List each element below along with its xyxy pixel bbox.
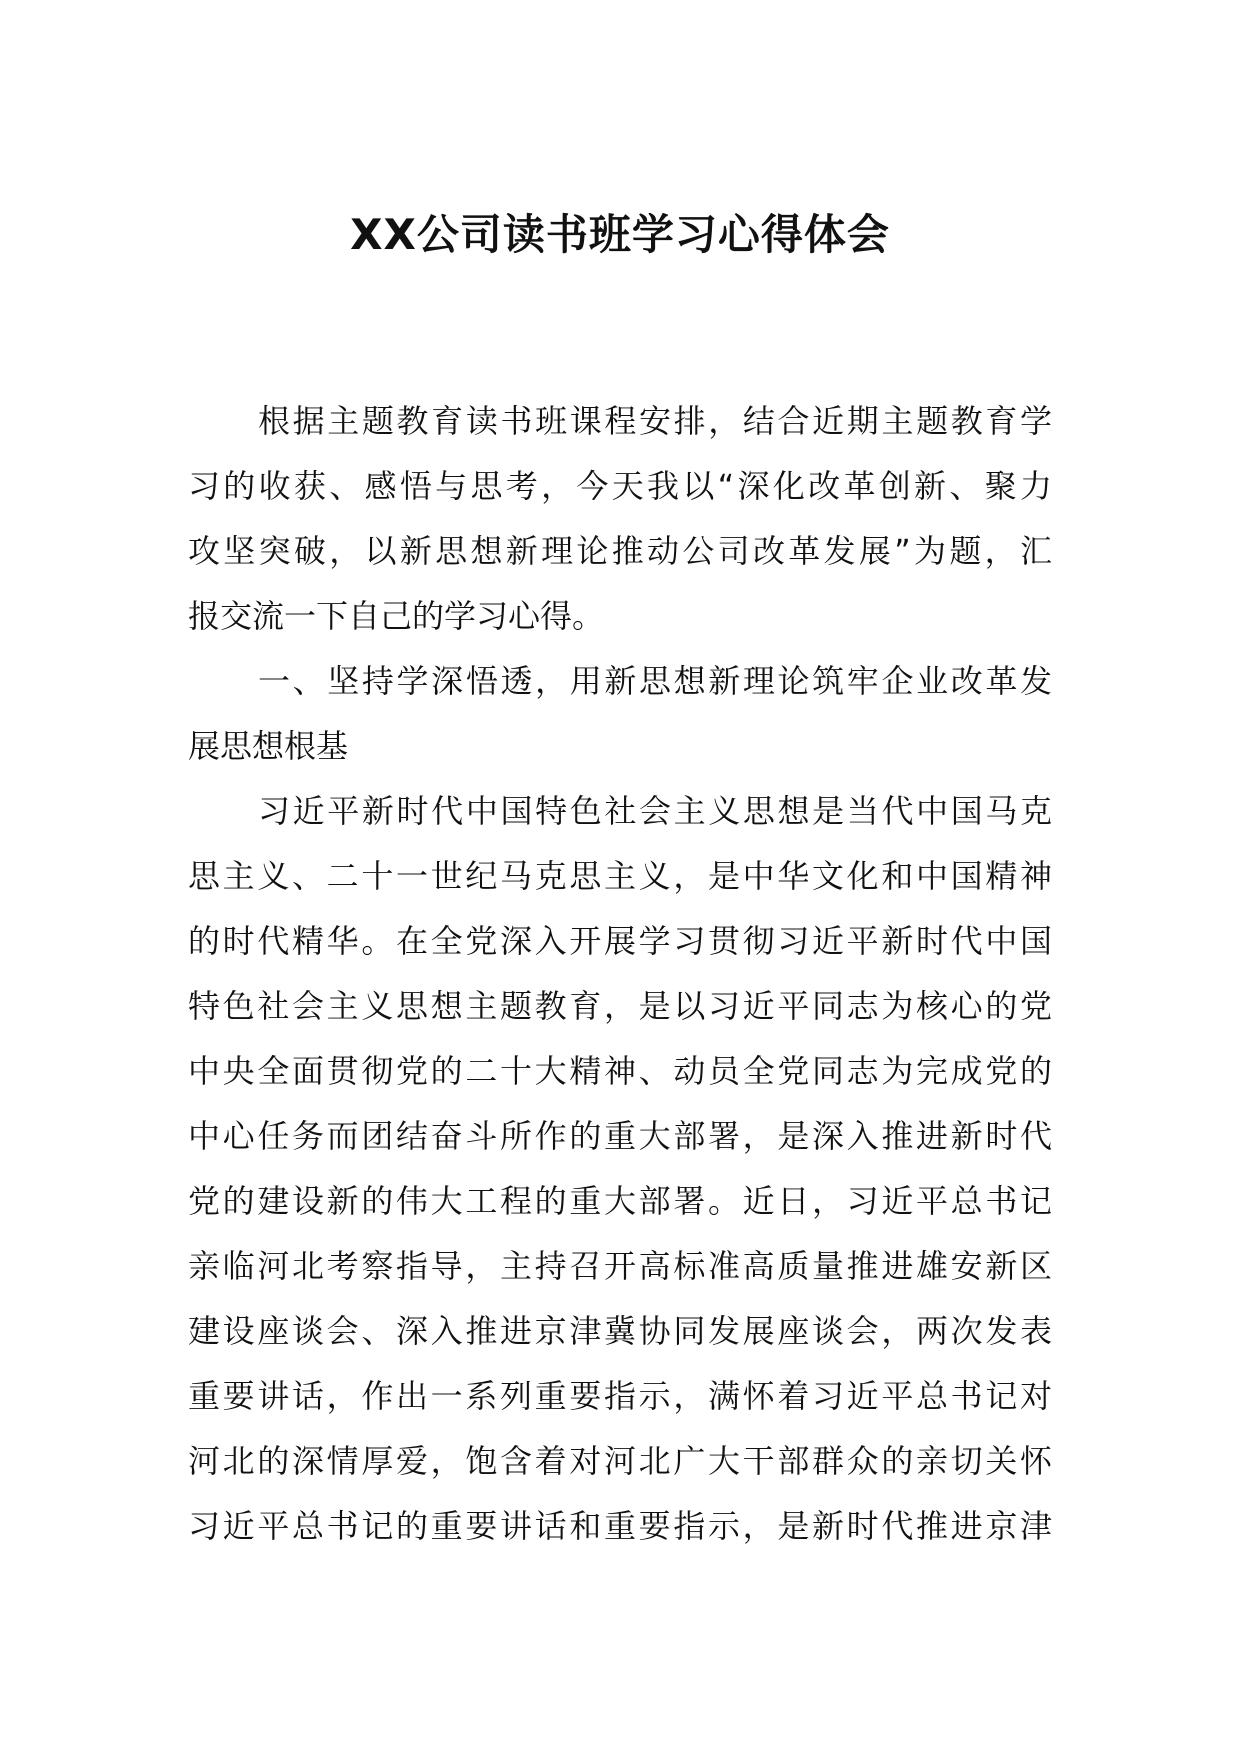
paragraph-line: 河北的深情厚爱，饱含着对河北广大干部群众的亲切关怀 xyxy=(188,1442,1052,1480)
paragraph-line: 报交流一下自己的学习心得。 xyxy=(188,597,605,635)
paragraph-line: 习近平新时代中国特色社会主义思想是当代中国马克 xyxy=(258,792,1052,830)
paragraph-line: 根据主题教育读书班课程安排，结合近期主题教育学 xyxy=(258,402,1052,440)
paragraph-line: 重要讲话，作出一系列重要指示，满怀着习近平总书记对 xyxy=(188,1377,1052,1415)
paragraph-line: 思主义、二十一世纪马克思主义，是中华文化和中国精神 xyxy=(188,857,1052,895)
section-heading-line: 展思想根基 xyxy=(188,727,349,765)
paragraph-line: 中心任务而团结奋斗所作的重大部署，是深入推进新时代 xyxy=(188,1117,1052,1155)
paragraph-line: 亲临河北考察指导，主持召开高标准高质量推进雄安新区 xyxy=(188,1247,1052,1285)
paragraph-line: 习近平总书记的重要讲话和重要指示，是新时代推进京津 xyxy=(188,1507,1052,1545)
paragraph-line: 攻坚突破，以新思想新理论推动公司改革发展”为题，汇 xyxy=(188,532,1052,570)
paragraph-line: 的时代精华。在全党深入开展学习贯彻习近平新时代中国 xyxy=(188,922,1052,960)
paragraph-line: 建设座谈会、深入推进京津冀协同发展座谈会，两次发表 xyxy=(188,1312,1052,1350)
document-title: XX公司读书班学习心得体会 xyxy=(350,210,890,259)
paragraph-line: 中央全面贯彻党的二十大精神、动员全党同志为完成党的 xyxy=(188,1052,1052,1090)
section-heading-line: 一、坚持学深悟透，用新思想新理论筑牢企业改革发 xyxy=(258,662,1052,700)
paragraph-line: 党的建设新的伟大工程的重大部署。近日，习近平总书记 xyxy=(188,1182,1052,1220)
paragraph-line: 特色社会主义思想主题教育，是以习近平同志为核心的党 xyxy=(188,987,1052,1025)
paragraph-line: 习的收获、感悟与思考，今天我以“深化改革创新、聚力 xyxy=(188,467,1052,505)
document-body xyxy=(188,389,1052,1559)
